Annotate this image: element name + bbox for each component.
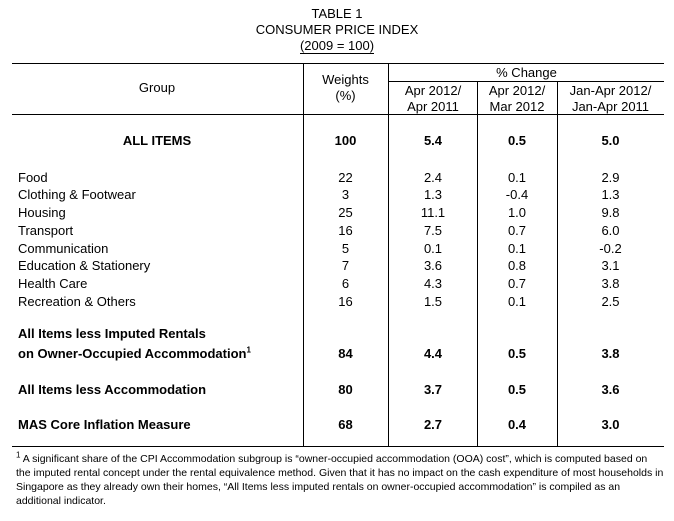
row-apr-mar: 0.1 (507, 241, 527, 256)
all-items-row (0, 132, 674, 149)
header-apr-apr-line2: Apr 2011 (407, 99, 459, 114)
row-weight: 16 (338, 223, 353, 238)
mas-core-jan-apr: 3.0 (601, 417, 620, 432)
table-row (0, 257, 674, 274)
table-row (0, 275, 674, 292)
less-accommodation-jan-apr: 3.6 (601, 382, 620, 397)
header-jan-apr-line1: Jan-Apr 2012/ (569, 83, 652, 98)
mas-core-label: MAS Core Inflation Measure (18, 417, 191, 432)
row-label: Communication (18, 241, 109, 256)
less-accommodation-label: All Items less Accommodation (18, 382, 207, 397)
header-pct-change: % Change (496, 65, 557, 80)
row-weight: 25 (338, 205, 353, 220)
row-apr-mar: 0.1 (507, 294, 527, 309)
table-base (0, 38, 674, 54)
header-apr-mar-line2: Mar 2012 (489, 99, 545, 114)
header-weights (303, 72, 388, 104)
all-items-apr-mar: 0.5 (507, 133, 527, 148)
row-jan-apr: 9.8 (601, 205, 620, 220)
less-accommodation-row (0, 381, 674, 398)
footnote-text: A significant share of the CPI Accommodation subgroup is “owner-occupied accommodation (OOA) cost”, which is computed based on the imputed rental concept under the rental equivalence method. Given that it has no impact on the cash expenditure of most households in Singapore as they already own their homes, “All Items less imputed rentals on owner-occupied accommodation” is compiled as an additional indicator. (16, 453, 664, 507)
row-label: Education & Stationery (18, 258, 151, 273)
table-bottom-rule (12, 446, 664, 447)
footnote-ref: 1 (246, 345, 251, 355)
less-rentals-weight: 84 (338, 346, 353, 361)
row-apr-apr: 3.6 (423, 258, 443, 273)
all-items-apr-apr: 5.4 (423, 133, 443, 148)
row-label: Recreation & Others (18, 294, 136, 309)
header-apr-mar (477, 83, 557, 115)
row-label: Food (18, 170, 48, 185)
row-jan-apr: 1.3 (601, 187, 620, 202)
table-row (0, 222, 674, 239)
header-jan-apr (557, 83, 664, 115)
less-rentals-label-line1: All Items less Imputed Rentals (18, 326, 206, 341)
row-apr-apr: 7.5 (423, 223, 443, 238)
header-apr-apr (389, 83, 477, 115)
header-weights-line2: (%) (335, 88, 356, 103)
row-label: Housing (18, 205, 66, 220)
header-apr-mar-line1: Apr 2012/ (488, 83, 546, 98)
header-jan-apr-line2: Jan-Apr 2011 (571, 99, 650, 114)
less-accommodation-weight: 80 (338, 382, 353, 397)
row-weight: 6 (341, 276, 350, 291)
row-weight: 16 (338, 294, 353, 309)
row-label: Transport (18, 223, 74, 238)
row-jan-apr: 3.1 (601, 258, 620, 273)
row-label: Health Care (18, 276, 88, 291)
row-jan-apr: 2.5 (601, 294, 620, 309)
less-accommodation-apr-mar: 0.5 (507, 382, 527, 397)
row-apr-apr: 4.3 (423, 276, 443, 291)
all-items-jan-apr: 5.0 (601, 133, 620, 148)
row-jan-apr: 6.0 (601, 223, 620, 238)
row-jan-apr: 3.8 (601, 276, 620, 291)
table-subtitle: CONSUMER PRICE INDEX (255, 22, 419, 37)
row-weight: 3 (341, 187, 350, 202)
row-jan-apr: 2.9 (601, 170, 620, 185)
table-row (0, 169, 674, 186)
row-apr-mar: 0.1 (507, 170, 527, 185)
row-apr-mar: 0.8 (507, 258, 527, 273)
row-label: Clothing & Footwear (18, 187, 136, 202)
table-title: TABLE 1 (311, 6, 363, 21)
header-weights-line1: Weights (322, 72, 369, 87)
row-apr-mar: 0.7 (507, 276, 527, 291)
row-weight: 22 (338, 170, 353, 185)
footnote-marker: 1 (16, 450, 21, 460)
table-row (0, 204, 674, 221)
row-apr-apr: 1.3 (423, 187, 443, 202)
row-apr-apr: 2.4 (423, 170, 443, 185)
table-row (0, 240, 674, 257)
all-items-label: ALL ITEMS (122, 133, 192, 148)
mas-core-weight: 68 (338, 417, 353, 432)
pct-change-rule (389, 81, 664, 82)
mas-core-apr-apr: 2.7 (423, 417, 443, 432)
mas-core-row (0, 416, 674, 433)
table-top-rule (12, 63, 664, 64)
mas-core-apr-mar: 0.4 (507, 417, 527, 432)
footnote (16, 452, 664, 508)
row-apr-apr: 0.1 (423, 241, 443, 256)
row-apr-apr: 1.5 (423, 294, 443, 309)
row-weight: 7 (341, 258, 350, 273)
row-apr-mar: 0.7 (507, 223, 527, 238)
row-apr-mar: -0.4 (505, 187, 529, 202)
row-apr-mar: 1.0 (507, 205, 527, 220)
row-jan-apr: -0.2 (599, 241, 622, 256)
less-rentals-row (0, 345, 674, 362)
base-text: (2009 = 100) (299, 38, 375, 53)
row-weight: 5 (341, 241, 350, 256)
less-accommodation-apr-apr: 3.7 (423, 382, 443, 397)
header-group: Group (138, 80, 176, 95)
less-rentals-label-line2: on Owner-Occupied Accommodation (18, 346, 247, 361)
header-apr-apr-line1: Apr 2012/ (404, 83, 462, 98)
table-row (0, 186, 674, 203)
less-rentals-apr-mar: 0.5 (507, 346, 527, 361)
row-apr-apr: 11.1 (420, 205, 446, 220)
table-row (0, 293, 674, 310)
less-rentals-label-row (0, 325, 674, 342)
less-rentals-apr-apr: 4.4 (423, 346, 443, 361)
less-rentals-label-line2-wrap (18, 345, 251, 362)
all-items-weight: 100 (334, 133, 357, 148)
less-rentals-jan-apr: 3.8 (601, 346, 620, 361)
